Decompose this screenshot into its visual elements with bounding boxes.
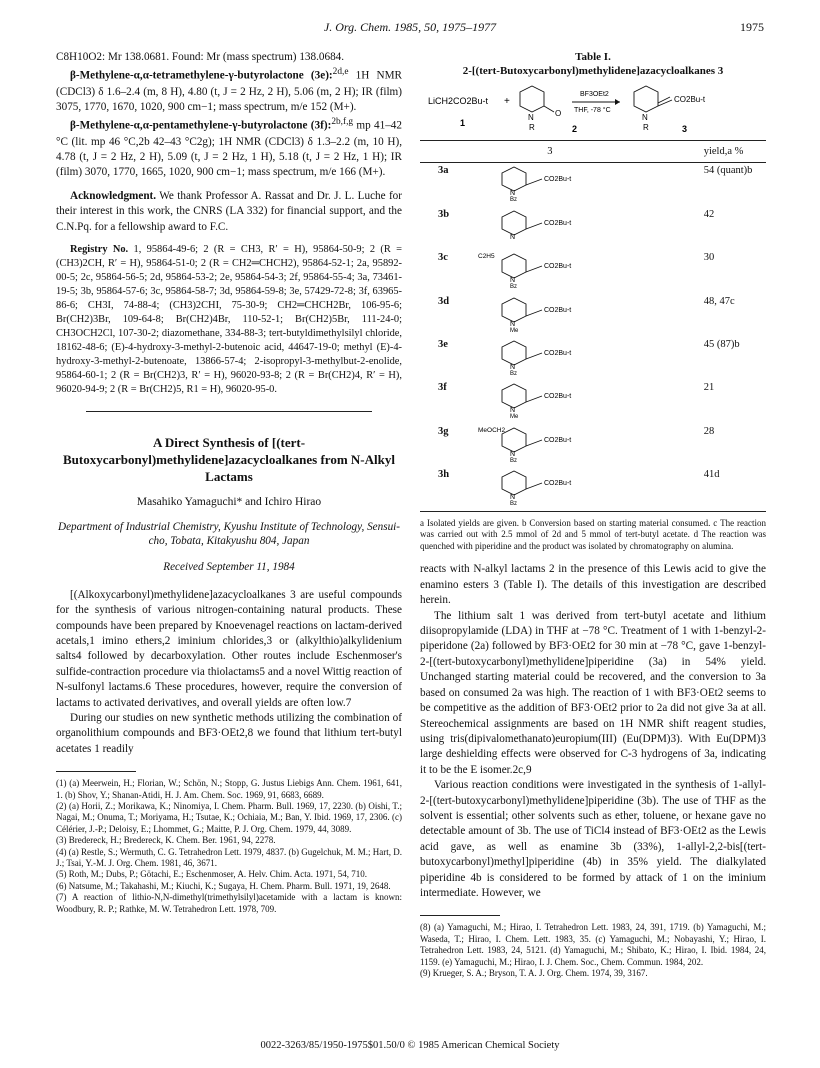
yield-table: [420, 140, 766, 512]
ring-bond-path: [502, 167, 526, 191]
ester-label: CO2Bu-t: [544, 219, 572, 227]
condition-bottom: THF, -78 °C: [574, 107, 611, 114]
table-row: [420, 163, 766, 207]
footnote-rule: [56, 771, 136, 772]
footnote: (1) (a) Meerwein, H.; Florian, W.; Schön, N.; Stopp, G. Justus Liebigs Ann. Chem. 1961, 641, 1. (b) Shov, Y.; Shanan-Atidi, H. J. Am. Chem. Soc. 1969, 91, 6683, 6689.: [56, 778, 402, 800]
compound-id: 3b: [438, 208, 450, 220]
structure-cell: [478, 380, 680, 423]
structure-drawing: [478, 250, 648, 288]
article-title: A Direct Synthesis of [(tert-Butoxycarbonyl)methylidene]azacycloalkanes from N-Alkyl Lactams: [63, 434, 395, 484]
footnote: (5) Roth, M.; Dubs, P.; Götachi, E.; Eschenmoser, A. Helv. Chim. Acta. 1971, 54, 710.: [56, 869, 368, 880]
compound-3e-refs: 2d,e: [332, 67, 349, 78]
nitrogen-label: N: [510, 233, 516, 241]
nitrogen-label: N: [510, 364, 516, 372]
copyright-footer: 0022-3263/85/1950-1975$01.50/0 © 1985 American Chemical Society: [260, 1040, 560, 1051]
reaction-scheme: [420, 82, 766, 136]
structure-drawing: [478, 163, 648, 201]
compound-label-1: 1: [460, 118, 466, 128]
exocyclic-bond: [658, 100, 672, 106]
table-row: [420, 294, 766, 337]
structure-cell: [478, 337, 680, 380]
page-number: 1975: [740, 20, 764, 34]
left-column: [56, 50, 402, 915]
compound-id: 3a: [438, 165, 449, 177]
compound-3f-title: β-Methylene-α,α-pentamethylene-γ-butyrolactone (3f):: [70, 120, 332, 133]
nitrogen-label: N: [510, 450, 516, 458]
product-r-group: R: [643, 123, 649, 132]
intro-paragraph-2: During our studies on new synthetic methods utilizing the combination of organolithium compounds and BF3·OEt2,8 we found that lithium tert-butyl acetates 1 readily: [56, 712, 402, 755]
n-substituent-label: Bz: [510, 371, 518, 376]
condition-top: BF3OEt2: [580, 91, 609, 98]
acknowledgment-title: Acknowledgment.: [70, 189, 157, 202]
table-subtitle: 2-[(tert-Butoxycarbonyl)methylidene]azacycloalkanes 3: [462, 65, 724, 77]
registry-title: Registry No.: [70, 243, 129, 255]
footnote: (2) (a) Horii, Z.; Morikawa, K.; Ninomiya, I. Chem. Pharm. Bull. 1969, 17, 2230. (b) Oishi, T.; Nagai, M.; Onuma, T.; Moriyama, H.; Tsutae, K.; Ochiaia, M.; Ban, Y. Ibid. 1969, 17, 2306. (c) Célérier, J.-P.; Deloisy, E.; Lhommet, G.; Maitte, P. J. Org. Chem. 1979, 44, 3089.: [56, 801, 402, 834]
journal-citation: J. Org. Chem. 1985, 50, 1975–1977: [323, 20, 497, 34]
ester-label: CO2Bu-t: [544, 263, 572, 271]
structure-drawing: [478, 424, 648, 462]
table-row: [420, 337, 766, 380]
compound-id: 3g: [438, 425, 449, 437]
structure-drawing: [478, 467, 648, 505]
ester-label: CO2Bu-t: [544, 350, 572, 358]
footnote: (4) (a) Restle, S.; Wermuth, C. G. Tetrahedron Lett. 1979, 4837. (b) Gugelchuk, M. M.; Hart, D. J.; Tsai, Y.-M. J. Org. Chem. 1981, 46, 3671.: [56, 846, 402, 869]
compound-id: 3d: [438, 295, 450, 307]
ester-label: CO2Bu-t: [544, 176, 572, 184]
yield-value: 21: [703, 382, 715, 394]
reaction-scheme-drawing: [420, 82, 766, 136]
analysis-text: C8H10O2: Mr 138.0681. Found: Mr (mass spectrum) 138.0684.: [56, 51, 345, 63]
arrow-head: [615, 99, 620, 105]
n-substituent-label: Me: [510, 327, 519, 332]
footnote: (8) (a) Yamaguchi, M.; Hirao, I. Tetrahedron Lett. 1983, 24, 391, 1719. (b) Yamaguchi, M.; Waseda, T.; Hirao, I. Chem. Lett. 1983, 35. (c) Yamaguchi, M.; Nobayashi, Y.; Hirao, I. Tetrahedron Lett. 1983, 24, 5121. (d) Yamaguchi, M.; Shibato, K.; Hirao, I. Ibid. 1984, 24, 1159. (e) Yamaguchi, M.; Hirao, I. J. Chem. Soc., Chem. Commun. 1984, 202.: [420, 922, 766, 967]
structure-cell: [478, 250, 680, 293]
ester-label: CO2Bu-t: [544, 306, 572, 314]
lactam-ring: [520, 86, 544, 112]
yield-value: 28: [703, 425, 715, 437]
structure-drawing: [478, 337, 648, 375]
table-row: [420, 380, 766, 423]
table-title: Table I.: [575, 51, 611, 63]
compound-3f-paragraph: [56, 115, 402, 180]
compound-label-2: 2: [572, 124, 578, 134]
compound-3f-body: mp 41–42 °C (lit. mp 46 °C,2b 42–43 °C2g); 1H NMR (CDCl3) δ 1.3–2.2 (m, 10 H), 4.78 (t, J = 2 Hz, 2 H), 5.09 (t, J = 2 Hz, 1 H), 5.18 (t, J = 2 Hz, 1 H); IR (film) 3070, 1770, 1665, 1020, 900 cm−1; mass spectrum, m/e 166 (M+).: [56, 120, 402, 179]
footnote: (6) Natsume, M.; Takahashi, M.; Kiuchi, K.; Sugaya, H. Chem. Pharm. Bull. 1971, 19, 2648.: [56, 880, 391, 891]
structure-cell: [478, 424, 680, 467]
ester-group: CO2Bu-t: [674, 95, 706, 104]
footnote: (3) Bredereck, H.; Bredereck, K. Chem. Ber. 1961, 94, 2278.: [56, 835, 276, 846]
nitrogen-label: N: [510, 407, 516, 415]
footnote: (9) Krueger, S. A.; Bryson, T. A. J. Org. Chem. 1974, 39, 3167.: [420, 968, 648, 978]
n-substituent-label: Bz: [510, 284, 518, 289]
reagent-label: LiCH2CO2Bu-t: [428, 96, 489, 106]
exocyclic-bond: [526, 179, 542, 185]
ring-bond-path: [502, 341, 526, 365]
nitrogen-label: N: [510, 320, 516, 328]
article-separator: [86, 411, 372, 412]
n-substituent-label: Bz: [510, 457, 518, 462]
ring-substituent-label: C2H5: [478, 253, 495, 261]
structure-cell: [478, 294, 680, 337]
product-nitrogen: N: [642, 113, 648, 122]
body-paragraph-2: The lithium salt 1 was derived from tert-butyl acetate and lithium diisopropylamide (LDA) in THF at −78 °C. Treatment of 1 with 1-benzyl-2-piperidone (2a) followed by BF3·OEt2 for 30 min at −78 °C, gave 1-benzyl-2-[(tert-butoxycarbonyl)methylidene]piperidine (3a) in 54% yield. Unchanged starting material could be recovered, and the conversion to 3a based on consumed 2a was high. The reaction of 1 with BF3·OEt2 seems to be competitive as the addition of BF3·OEt2 prior to 2a did not give 3a at all. Stereochemical assignments are based on 1H NMR shift reagent studies, using tris(dipivalomethanato)europium(III) (Eu(DPM)3). With Eu(DPM)3 large deshielding effects were observed for C-3 hydrogens of 3a, indicating it to be the E isomer.2c,9: [420, 609, 766, 776]
right-footnotes: [420, 922, 766, 979]
article-affiliation: Department of Industrial Chemistry, Kyushu Institute of Technology, Sensui-cho, Tobata, Kitakyushu 804, Japan: [57, 521, 401, 548]
article-received: Received September 11, 1984: [163, 561, 295, 574]
yield-value: 54 (quant)b: [703, 165, 753, 177]
structure-cell: [478, 467, 680, 511]
oxygen-label: O: [555, 109, 562, 118]
product-ring: [634, 86, 658, 112]
n-substituent-label: Me: [510, 414, 519, 419]
exocyclic-bond: [526, 353, 542, 359]
plus-sign: +: [504, 96, 510, 107]
ring-bond-path: [502, 254, 526, 278]
exocyclic-bond: [526, 483, 542, 489]
ring-bond-path: [502, 384, 526, 408]
compound-id: 3c: [438, 252, 448, 264]
yield-value: 41d: [680, 467, 766, 511]
intro-paragraph-1: [(Alkoxycarbonyl)methylidene]azacycloalkanes 3 are useful compounds for the synthesis of various nitrogen-containing natural products. These compounds have been prepared by Knoevenagel reactions on lactam-derived acetals,1 imino ethers,2 iminium chlorides,3 or (alkylthio)alkylidenium salts4 followed by decarboxylation. Other routes include Eschenmoser's sulfide-contraction procedure via thiolactams5 and a novel Wittig reaction of N-sulfonyl lactams.6 These procedures, however, require the conversion of lactams to activated derivatives, and overall yields are often low.7: [56, 588, 402, 709]
ester-label: CO2Bu-t: [544, 480, 572, 488]
body-paragraph-3: Various reaction conditions were investigated in the synthesis of 1-allyl-2-[(tert-butoxycarbonyl)methylidene]piperidine (3b). The use of THF as the solvent is essential; other solvents such as ether, toluene, or hexane gave no detectable amount of 3b. The use of TiCl4 instead of BF3·OEt2 as the Lewis acid gave, as well as enamine 3b (33%), 1-allyl-2,2-bis[(tert-butoxycarbonyl)methyl]piperidine (4b) in 35% yield. The dialkylated piperidine 4b is considered to be formed by attack of 1 on the iminium intermediate. However, we: [420, 779, 766, 899]
compound-id: 3h: [420, 467, 478, 511]
yield-value: 30: [703, 252, 715, 264]
article-authors: Masahiko Yamaguchi* and Ichiro Hirao: [136, 495, 322, 508]
left-footnotes: [56, 778, 402, 915]
ester-label: CO2Bu-t: [544, 436, 572, 444]
nitrogen-label: N: [510, 190, 516, 198]
table-row: [420, 467, 766, 511]
n-substituent-label: Bz: [510, 501, 518, 506]
yield-value: 42: [703, 208, 715, 220]
structure-drawing: [478, 294, 648, 332]
structure-drawing: [478, 207, 648, 245]
structure-drawing: [478, 380, 648, 418]
nitrogen-label: N: [510, 277, 516, 285]
carbonyl-bond: [544, 106, 554, 112]
compound-label-3: 3: [682, 124, 688, 134]
col-header-compound: 3: [420, 141, 680, 163]
exocyclic-bond: [526, 223, 542, 229]
yield-value: 48, 47c: [703, 295, 735, 307]
footnote-rule: [420, 915, 500, 916]
table-row: [420, 207, 766, 250]
footnote: (7) A reaction of lithio-N,N-dimethyl(trimethylsilyl)acetamide with a lactam is known: Woodbury, R. P.; Rathke, M. W. Tetrahedron Lett. 1978, 709.: [56, 892, 402, 914]
n-substituent-label: Bz: [510, 197, 518, 202]
ring-substituent-label: MeOCH2: [478, 426, 506, 434]
body-paragraph-1: reacts with N-alkyl lactams 2 in the presence of this Lewis acid to give the enamino esters 3 (Table I). The details of this investigation are described herein.: [420, 563, 766, 607]
lactam-nitrogen: N: [528, 113, 534, 122]
exocyclic-bond: [526, 396, 542, 402]
ester-label: CO2Bu-t: [544, 393, 572, 401]
exocyclic-bond: [526, 266, 542, 272]
compound-3e-title: β-Methylene-α,α-tetramethylene-γ-butyrolactone (3e):: [70, 70, 333, 83]
ring-bond-path: [502, 428, 526, 452]
acknowledgment: [56, 189, 402, 235]
running-header: [56, 20, 764, 36]
compound-id: 3f: [438, 382, 447, 394]
table-footnote: a Isolated yields are given. b Conversion based on starting material consumed. c The reaction was carried out with 2.5 mmol of 2d and 5 mmol of tert-butyl acetate. d The reaction was quenched with piperidine and the product was isolated by chromatography on alumina.: [420, 517, 766, 551]
right-column: [420, 50, 766, 979]
exocyclic-bond: [526, 310, 542, 316]
structure-cell: [478, 207, 680, 250]
compound-3e-paragraph: [56, 65, 402, 115]
compound-id: 3e: [438, 339, 448, 351]
ring-bond-path: [502, 471, 526, 495]
acknowledgment-body: We thank Professor A. Rassat and Dr. J. L. Luche for their interest in this work, the CNRS (LA 332) for financial support, and the C.N.Pq. for a fellowship award to F.C.: [56, 189, 402, 233]
table-row: [420, 250, 766, 293]
compound-3f-refs: 2b,f,g: [331, 117, 354, 128]
lactam-r-group: R: [529, 123, 535, 132]
registry-body: 1, 95864-49-6; 2 (R = CH3, R′ = H), 95864-50-9; 2 (R = (CH3)2CH, R′ = H), 95864-51-0; 2 (R = CH2═CHCH2), 95864-52-1; 2a, 95892-00-5; 2c, 95864-56-5; 2d, 95864-53-2; 2e, 95864-54-3; 2f, 95864-55-4; 3a, 73461-19-5; 3b, 95864-57-6; 3c, 95864-58-7; 3d, 95864-59-8; 3e, 57429-72-8; 3f, 63965-86-6; CH3I, 74-88-4; (CH3)2CHI, 75-30-9; CH2═CHCH2Br, 106-95-6; Br(CH2)3Br, 109-64-8; Br(CH2)4Br, 110-52-1; Br(CH2)5Br, 111-24-0; CH3OCH2Cl, 107-30-2; diazomethane, 334-88-3; tert-butyldimethylsilyl chloride, 18162-48-6; (E)-4-hydroxy-3-methyl-2-butenoic acid, 44647-19-0; methyl (E)-4-hydroxy-3-methyl-2-butenoate, 13866-57-4; 2-isopropyl-3-methylbut-2-enolide, 95864-60-1; 2 (R = Br(CH2)3, R′ = H), 96020-93-8; 2 (R = Br(CH2)4, R′ = H), 96020-94-9; 2 (R = Br(CH2)5, R1 = H), 96020-95-0.: [56, 243, 403, 395]
exocyclic-bond: [526, 440, 542, 446]
nitrogen-label: N: [510, 494, 516, 502]
table-row: [420, 424, 766, 467]
yield-value: 45 (87)b: [703, 339, 740, 351]
structure-cell: [478, 163, 680, 207]
compound-3e-body: 1H NMR (CDCl3) δ 1.6–2.4 (m, 8 H), 4.80 (t, J = 2 Hz, 2 H), 5.06 (m, 2 H); IR (film) 3075, 1770, 1670, 1020, 900 cm−1; mass spectrum, m/e 152 (M+).: [56, 70, 402, 113]
ring-bond-path: [502, 211, 526, 235]
registry-numbers: [56, 243, 402, 397]
ring-bond-path: [502, 298, 526, 322]
col-header-yield: yield,a %: [680, 141, 766, 163]
